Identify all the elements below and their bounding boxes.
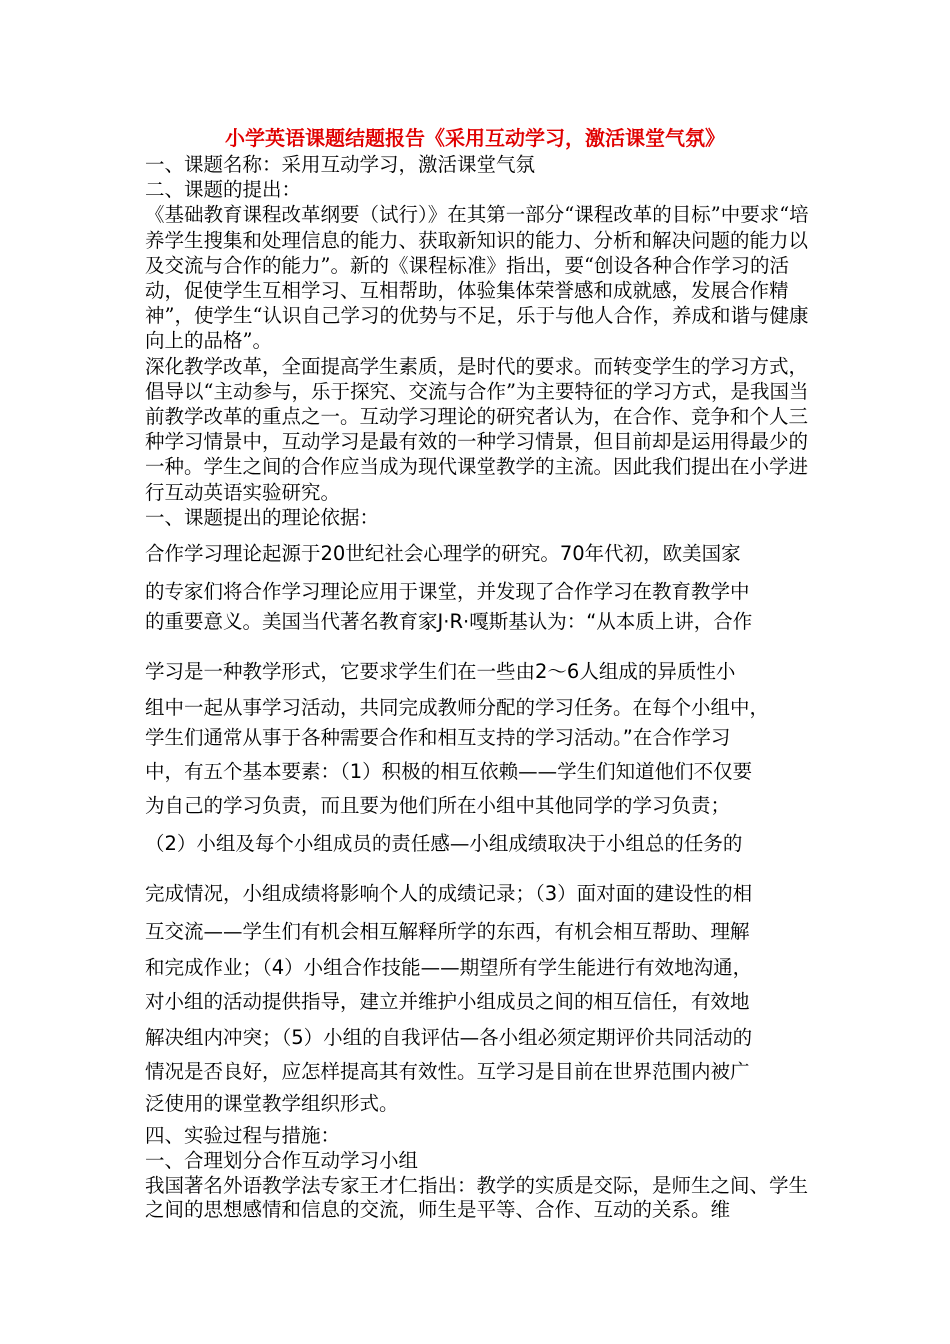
process-block bbox=[145, 1124, 810, 1223]
theory-line: 合作学习理论起源于20世纪社会心理学的研究。70年代初，欧美国家 bbox=[145, 542, 741, 565]
theory-line: 的专家们将合作学习理论应用于课堂，并发现了合作学习在教育教学中 bbox=[145, 580, 750, 603]
section-heading-proposal: 二、课题的提出： bbox=[145, 178, 302, 202]
paragraph-reform: 深化教学改革，全面提高学生素质，是时代的要求。而转变学生的学习方式，倡导以“主动参与，乐于探究、交流与合作”为主要特征的学习方式，是我国当前教学改革的重点之一。互动学习理论的研究者认为，在合作、竞争和个人三种学习情景中，互动学习是最有效的一种学习情景，但目前却是运用得最少的一种。学生之间的合作应当成为现代课堂教学的主流。因此我们提出在小学进行互动英语实验研究。 bbox=[145, 354, 809, 504]
theory-line: 的重要意义。美国当代著名教育家J·R·嘎斯基认为：“从本质上讲，合作 bbox=[145, 610, 753, 633]
theory-line: 情况是否良好，应怎样提高其有效性。互学习是目前在世界范围内被广 bbox=[145, 1060, 750, 1083]
theory-line: 泛使用的课堂教学组织形式。 bbox=[145, 1092, 399, 1115]
document-title: 小学英语课题结题报告《采用互动学习，激活课堂气氛》 bbox=[225, 126, 725, 150]
paragraph-teaching: 我国著名外语教学法专家王才仁指出：教学的实质是交际，是师生之间、学生之间的思想感情和信息的交流，师生是平等、合作、互动的关系。维 bbox=[145, 1173, 809, 1222]
section-heading-theory: 一、课题提出的理论依据： bbox=[145, 505, 380, 529]
subsection-heading-groups: 一、合理划分合作互动学习小组 bbox=[145, 1148, 419, 1172]
theory-line: 互交流——学生们有机会相互解释所学的东西，有机会相互帮助、理解 bbox=[145, 920, 750, 943]
section-heading-topic-name: 一、课题名称：采用互动学习，激活课堂气氛 bbox=[145, 153, 536, 176]
theory-line: 组中一起从事学习活动，共同完成教师分配的学习任务。在每个小组中， bbox=[145, 696, 770, 719]
theory-line: 完成情况，小组成绩将影响个人的成绩记录；（3）面对面的建设性的相 bbox=[145, 882, 753, 905]
theory-line: 和完成作业；（4）小组合作技能——期望所有学生能进行有效地沟通， bbox=[145, 956, 753, 979]
theory-line: 解决组内冲突；（5）小组的自我评估—各小组必须定期评价共同活动的 bbox=[145, 1026, 753, 1049]
theory-line: 对小组的活动提供指导，建立并维护小组成员之间的相互信任，有效地 bbox=[145, 990, 750, 1013]
intro-block bbox=[145, 152, 810, 530]
section-heading-process: 四、实验过程与措施： bbox=[145, 1124, 341, 1147]
paragraph-curriculum: 《基础教育课程改革纲要（试行）》在其第一部分“课程改革的目标”中要求“培养学生搜集和处理信息的能力、获取新知识的能力、分析和解决问题的能力以及交流与合作的能力”。新的《课程标准》指出，要“创设各种合作学习的活动，促使学生互相学习、互相帮助，体验集体荣誉感和成就感，发展合作精神”，使学生“认识自己学习的优势与不足，乐于与他人合作，养成和谐与健康向上的品格”。 bbox=[145, 203, 809, 353]
theory-line: 中，有五个基本要素：（1）积极的相互依赖——学生们知道他们不仅要 bbox=[145, 760, 753, 783]
theory-line: 学生们通常从事于各种需要合作和相互支持的学习活动。”在合作学习 bbox=[145, 726, 731, 749]
theory-line: 学习是一种教学形式，它要求学生们在一些由2～6人组成的异质性小 bbox=[145, 660, 736, 683]
theory-line: （2）小组及每个小组成员的责任感—小组成绩取决于小组总的任务的 bbox=[145, 832, 743, 855]
theory-line: 为自己的学习负责，而且要为他们所在小组中其他同学的学习负责； bbox=[145, 794, 731, 817]
